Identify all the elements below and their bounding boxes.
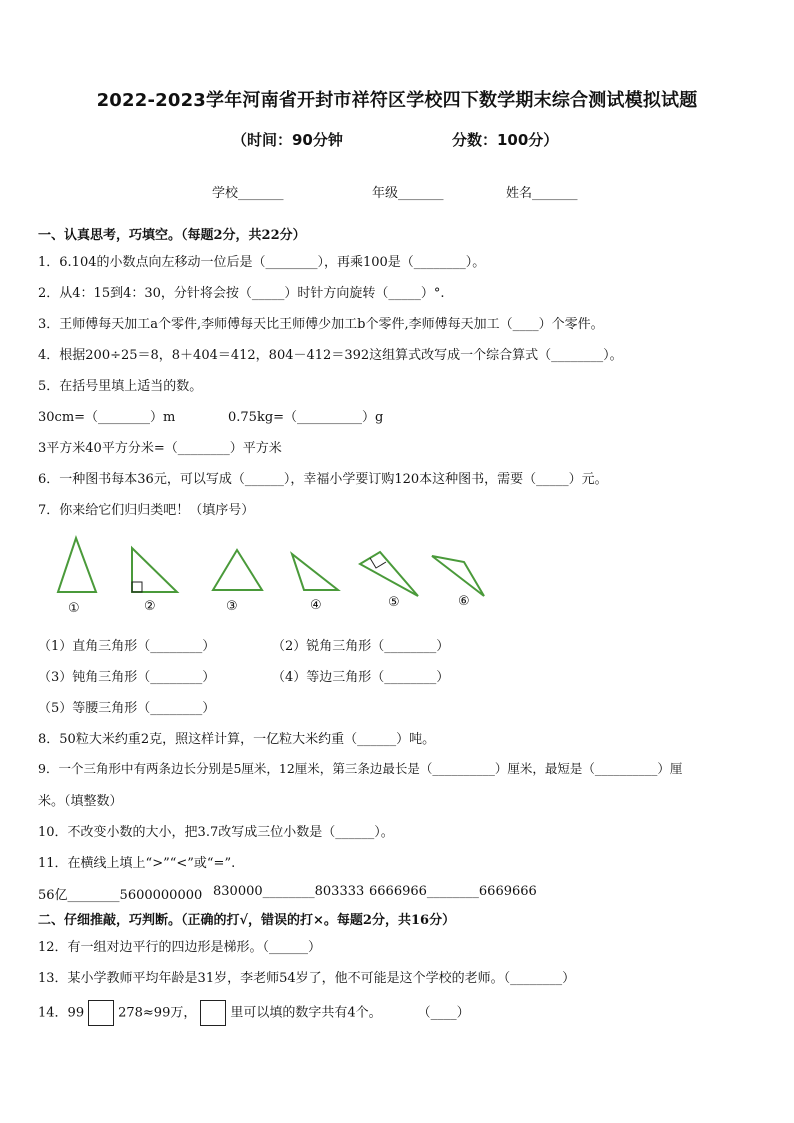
triangle-5 (360, 552, 418, 596)
triangle-6 (432, 556, 484, 596)
question-8: 8．50粒大米约重2克，照这样计算，一亿粒大米约重（______）吨。 (38, 732, 436, 747)
question-14-part2: 278≈99万， (118, 1005, 197, 1021)
question-5: 5．在括号里填上适当的数。 (38, 379, 203, 394)
question-14 (38, 1000, 470, 1026)
blank-box-2[interactable] (200, 1000, 226, 1026)
question-6: 6．一种图书每本36元，可以写成（______），幸福小学要订购120本这种图书，需要（_____）元。 (38, 472, 608, 487)
question-14-part3: 里可以填的数字共有4个。 (230, 1005, 382, 1021)
triangle-1 (58, 538, 96, 592)
grade-field: 年级_______ (372, 186, 444, 201)
blank-box-1[interactable] (88, 1000, 114, 1026)
school-field: 学校_______ (212, 186, 284, 201)
page-title: 2022-2023学年河南省开封市祥符区学校四下数学期末综合测试模拟试题 (96, 90, 698, 111)
question-5b: 0.75kg=（__________）g (228, 410, 384, 425)
question-11a: 56亿________5600000000 (38, 888, 203, 903)
question-4: 4．根据200÷25＝8，8＋404＝412，804－412＝392这组算式改写成一个综合算式（________）。 (38, 348, 623, 363)
shape-label-2: ② (144, 599, 156, 614)
question-14-answer: （____） (417, 1005, 470, 1021)
triangle-4 (292, 554, 338, 590)
question-9-line2: 米。（填整数） (38, 794, 123, 809)
triangle-figures (40, 530, 560, 620)
question-7-5: （5）等腰三角形（________） (38, 701, 216, 716)
shape-label-3: ③ (226, 599, 238, 614)
shape-label-1: ① (68, 601, 80, 616)
question-13: 13．某小学教师平均年龄是31岁，李老师54岁了，他不可能是这个学校的老师。（________） (38, 971, 576, 986)
question-7: 7．你来给它们归归类吧！（填序号） (38, 503, 255, 518)
name-field: 姓名_______ (506, 186, 578, 201)
shape-label-6: ⑥ (458, 594, 470, 609)
question-7-4: （4）等边三角形（________） (272, 670, 450, 685)
question-10: 10．不改变小数的大小，把3.7改写成三位小数是（______）。 (38, 825, 394, 840)
shape-label-4: ④ (310, 598, 322, 613)
question-5a: 30cm=（________）m (38, 410, 176, 425)
section-2-heading: 二、仔细推敲，巧判断。（正确的打√，错误的打×。每题2分，共16分） (38, 913, 456, 928)
question-11: 11．在横线上填上“>”“<”或“=”. (38, 856, 236, 871)
question-2: 2．从4：15到4：30，分针将会按（_____）时针方向旋转（_____）°. (38, 286, 445, 301)
triangle-2 (132, 548, 177, 592)
right-angle-mark-5 (370, 558, 386, 568)
question-11c: 6666966________6669666 (369, 884, 537, 899)
question-3: 3．王师傅每天加工a个零件,李师傅每天比王师傅少加工b个零件,李师傅每天加工（____）个零件。 (38, 317, 604, 332)
question-5c: 3平方米40平方分米=（________）平方米 (38, 441, 282, 456)
question-12: 12．有一组对边平行的四边形是梯形。（______） (38, 940, 322, 955)
question-7-2: （2）锐角三角形（________） (272, 639, 450, 654)
exam-time: （时间：90分钟 (232, 131, 343, 149)
triangle-3 (213, 550, 262, 590)
question-7-3: （3）钝角三角形（________） (38, 670, 216, 685)
section-1-heading: 一、认真思考，巧填空。（每题2分，共22分） (38, 228, 306, 243)
question-14-part1: 14．99 (38, 1005, 85, 1021)
right-angle-mark-2 (132, 582, 142, 592)
shape-label-5: ⑤ (388, 595, 400, 610)
question-9-line1: 9．一个三角形中有两条边长分别是5厘米，12厘米，第三条边最长是（__________）厘米，最短是（__________）厘 (38, 761, 683, 776)
question-11b: 830000________803333 (213, 884, 365, 899)
question-1: 1．6.104的小数点向左移动一位后是（________），再乘100是（________）。 (38, 255, 486, 270)
question-7-1: （1）直角三角形（________） (38, 639, 216, 654)
exam-score: 分数：100分） (452, 131, 559, 149)
